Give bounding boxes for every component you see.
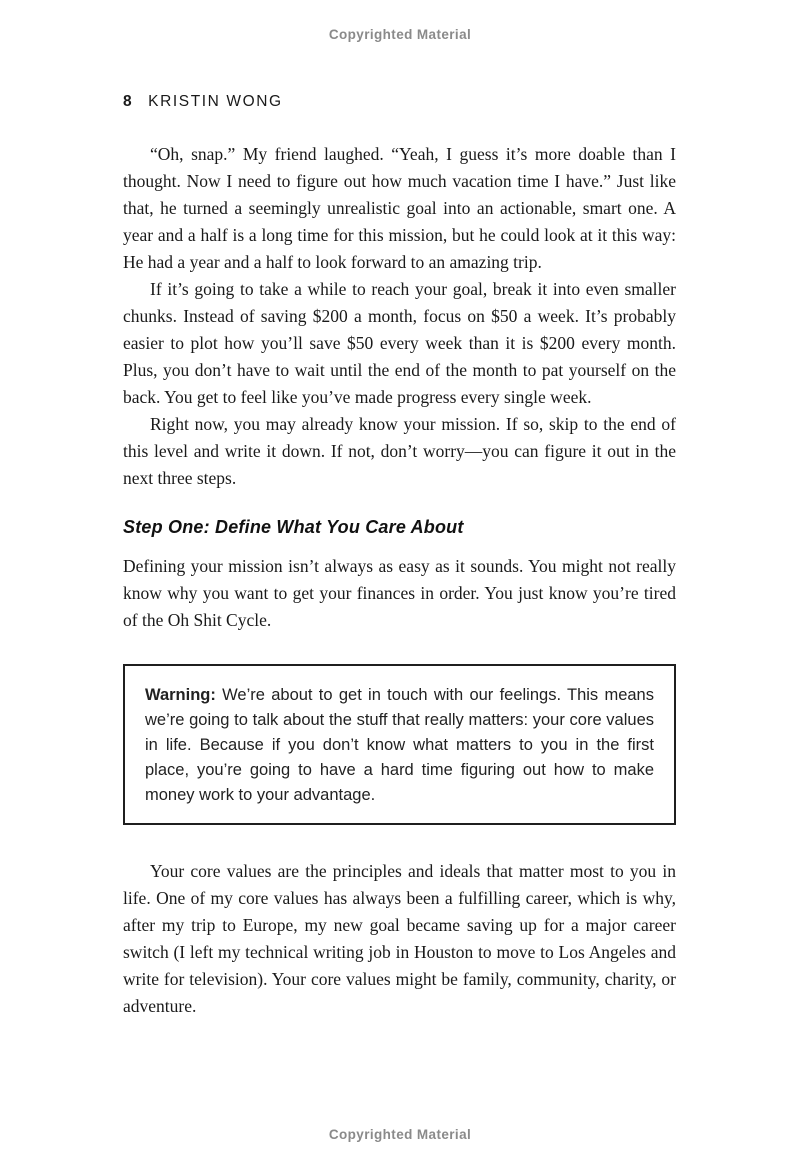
paragraph-core-values: Your core values are the principles and ideals that matter most to you in life. One of my core values has always been a fulfilling career, which is why, after my trip to Europe, my new goal became saving up for a major career switch (I left my technical writing job in Houston to move to Los Angeles and write for television). Your core values might be family, community, charity, or adventure.	[123, 861, 676, 1016]
warning-box	[123, 664, 676, 825]
warning-label: Warning:	[145, 686, 216, 704]
copyright-notice-bottom: Copyrighted Material	[328, 1127, 472, 1142]
warning-text	[145, 683, 654, 808]
running-header	[123, 93, 676, 111]
copyright-notice-top: Copyrighted Material	[328, 27, 472, 42]
running-header-author: KRISTIN WONG	[148, 93, 283, 110]
page-content	[123, 93, 676, 1020]
warning-body: We’re about to get in touch with our feelings. This means we’re going to talk about the stuff that really matters: your core values in life. Because if you don’t know what matters to you in the first place, you’re going to have a hard time figuring out how to make money work to your advantage.	[145, 686, 654, 804]
paragraph-know-your-mission: Right now, you may already know your mission. If so, skip to the end of this level and write it down. If not, don’t worry—you can figure it out in the next three steps.	[123, 414, 676, 488]
paragraph-oh-snap: “Oh, snap.” My friend laughed. “Yeah, I guess it’s more doable than I thought. Now I need to figure out how much vacation time I have.” Just like that, he turned a seemingly unrealistic goal into an actionable, smart one. A year and a half is a long time for this mission, but he could look at it this way: He had a year and a half to look forward to an amazing trip.	[123, 144, 676, 272]
section-heading-step-one: Step One: Define What You Care About	[123, 517, 464, 537]
page-number: 8	[123, 93, 133, 110]
paragraph-defining-mission: Defining your mission isn’t always as easy as it sounds. You might not really know why you want to get your finances in order. You just know you’re tired of the Oh Shit Cycle.	[123, 556, 676, 630]
paragraph-smaller-chunks: If it’s going to take a while to reach your goal, break it into even smaller chunks. Instead of saving $200 a month, focus on $50 a week. It’s probably easier to plot how you’ll save $50 every week than it is $200 every month. Plus, you don’t have to wait until the end of the month to pat yourself on the back. You get to feel like you’ve made progress every single week.	[123, 279, 676, 407]
